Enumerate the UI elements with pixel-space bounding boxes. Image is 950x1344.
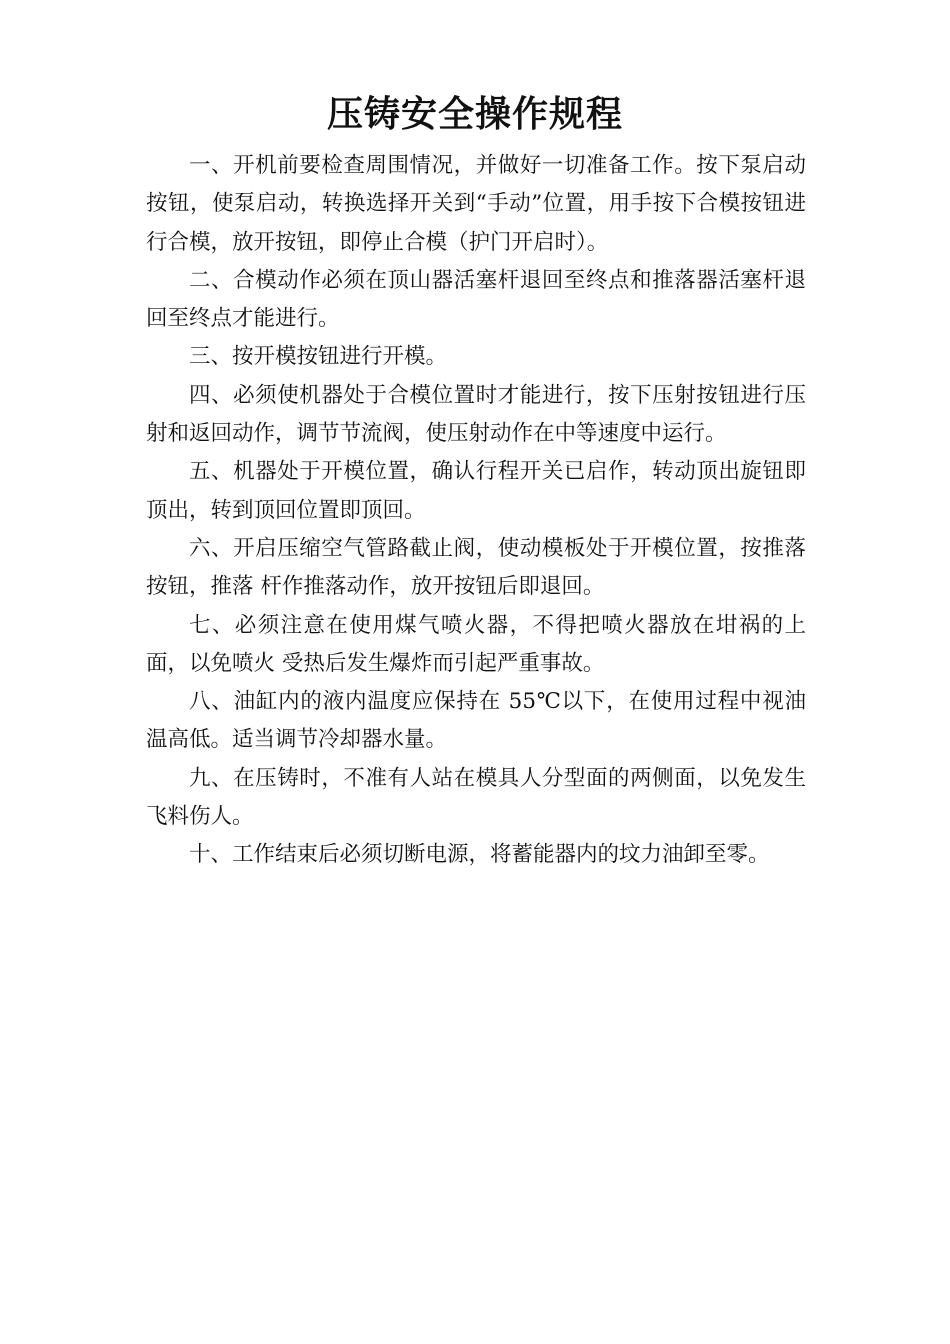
document-body <box>146 147 806 875</box>
paragraph-8: 八、油缸内的液内温度应保持在 55℃以下，在使用过程中视油温高低。适当调节冷却器水量。 <box>146 689 806 753</box>
paragraph-3: 三、按开模按钮进行开模。 <box>189 344 448 370</box>
paragraph-9: 九、在压铸时，不准有人站在模具人分型面的两侧面，以免发生飞料伤人。 <box>146 765 806 830</box>
paragraph-10: 十、工作结束后必须切断电源，将蓄能器内的坟力油卸至零。 <box>189 842 770 868</box>
document-title: 压铸安全操作规程 <box>326 93 623 135</box>
paragraph-2: 二、合模动作必须在顶山器活塞杆退回至终点和推落器活塞杆退回至终点才能进行。 <box>146 267 806 332</box>
paragraph-7: 七、必须注意在使用煤气喷火器，不得把喷火器放在坩祸的上面，以免喷火 受热后发生爆炸而引起严重事故。 <box>146 612 806 676</box>
paragraph-1: 一、开机前要检查周围情况，并做好一切准备工作。按下泵启动按钮，使泵启动，转换选择开关到“手动”位置，用手按下合模按钮进行合模，放开按钮，即停止合模（护门开启时）。 <box>146 153 806 255</box>
paragraph-6: 六、开启压缩空气管路截止阀，使动模板处于开模位置，按推落按钮，推落 杆作推落动作，放开按钮后即退回。 <box>146 535 806 600</box>
paragraph-4: 四、必须使机器处于合模位置时才能进行，按下压射按钮进行压射和返回动作，调节节流阀，使压射动作在中等速度中运行。 <box>146 382 806 447</box>
paragraph-5: 五、机器处于开模位置，确认行程开关已启作，转动顶出旋钮即顶出，转到顶回位置即顶回。 <box>146 459 806 523</box>
